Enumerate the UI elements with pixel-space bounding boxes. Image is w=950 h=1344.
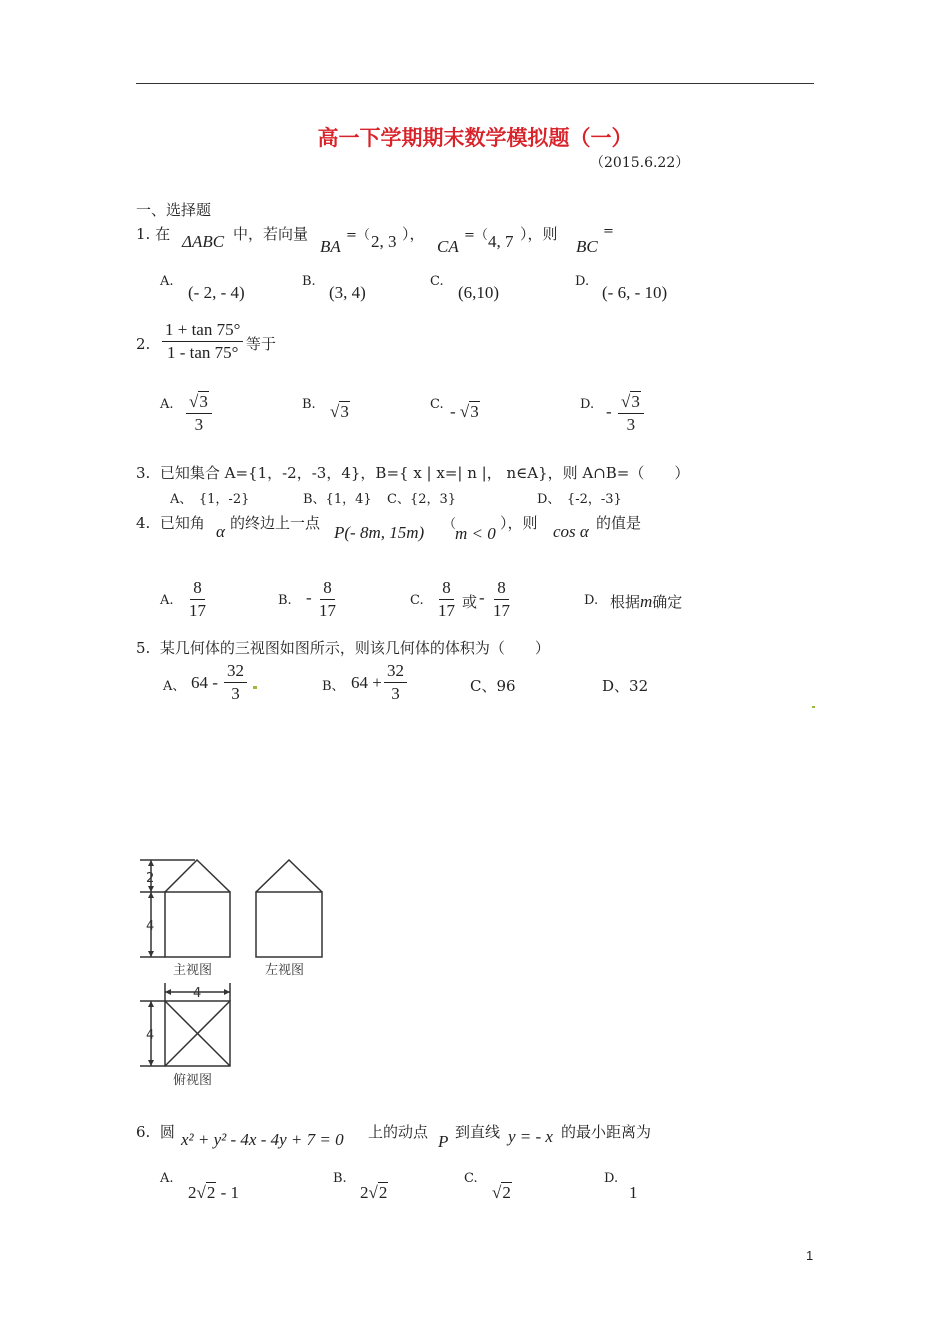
dim-label-4-front: 4 [146, 919, 155, 934]
side-view-roof [256, 860, 322, 892]
q1-eq2: =（ [464, 228, 488, 243]
q5-option-a-expr: 64 - [191, 673, 218, 692]
q6-option-a-label: A. [160, 1171, 174, 1186]
top-view-label: 俯视图 [173, 1073, 213, 1088]
q2-tail: 等于 [246, 335, 277, 353]
q6-option-b-label: B. [333, 1171, 347, 1186]
q1-close1: ）， [402, 225, 425, 243]
q6-option-c: √2 [492, 1183, 511, 1202]
q2-option-b-label: B. [302, 397, 316, 412]
q6-option-d-label: D. [604, 1171, 619, 1186]
question-6-stem: 6. 圆 [136, 1123, 175, 1141]
q1-close2: ），则 [520, 225, 558, 243]
q1-eq3: = [603, 224, 614, 239]
dim-label-2: 2 [146, 871, 155, 886]
front-view-roof [165, 860, 230, 892]
q1-vector-ca: CA [437, 237, 459, 256]
q1-val1: 2, 3 [371, 232, 397, 251]
q6-option-c-label: C. [464, 1171, 478, 1186]
q2-option-b: √3 [330, 402, 349, 421]
q4-tail: 的值是 [596, 514, 642, 532]
q4-option-c-first: $\frac{8}{17}$ [438, 578, 455, 620]
q4-mid: 的终边上一点 [230, 514, 321, 532]
q2-fraction: $\frac{1 + \tan 75^\circ}{1 - \tan 75^\circ}$ [162, 319, 243, 364]
question-5-stem: 5. 某几何体的三视图如图所示，则该几何体的体积为（ ） [136, 639, 550, 657]
q5-option-b-frac: $\frac{32}{3}$ [384, 660, 407, 705]
q1-triangle: ΔABC [182, 232, 225, 251]
front-view-body [165, 892, 230, 957]
stray-mark-2 [812, 706, 815, 708]
q2-option-c: - √3 [450, 402, 479, 421]
three-view-figure [135, 855, 335, 1094]
side-view-body [256, 892, 322, 957]
q6-option-b: 2√2 [360, 1183, 388, 1202]
page-title: 高一下学期期末数学模拟题（一） [317, 125, 633, 150]
q3-option-a: A、 {1，-2} [170, 492, 250, 507]
q1-option-a-label: A. [160, 274, 174, 289]
q1-eq1: =（ [346, 228, 370, 243]
q1-option-d: (- 6, - 10) [602, 283, 668, 302]
section-heading: 一、选择题 [136, 201, 212, 219]
q4-option-c-or: 或 [462, 593, 478, 611]
q4-option-b-minus: - [306, 588, 312, 607]
q6-option-a: 2√2 - 1 [188, 1183, 240, 1202]
question-3-stem: 3. 已知集合 A={1，-2，-3，4}，B={ x | x=| n |， n∈A}，则 A∩B=（ ） [136, 464, 690, 482]
q4-point: P(- 8m, 15m) [334, 523, 425, 542]
q4-paren-right: ），则 [500, 514, 538, 532]
q5-option-a: A、 [163, 679, 186, 694]
three-view-diagram [135, 855, 335, 1090]
q6-option-d: 1 [629, 1183, 638, 1202]
q1-vector-bc: BC [576, 237, 598, 256]
q4-cos: cos α [553, 522, 589, 541]
q6-tail: 的最小距离为 [561, 1123, 652, 1141]
q4-option-c-minus: - [479, 588, 485, 607]
q3-option-c: C、{2，3} [387, 492, 457, 507]
q1-option-c: (6,10) [458, 283, 500, 302]
q5-option-a-frac: $\frac{32}{3}$ [224, 660, 247, 705]
q2-option-a: $\frac{√3}{3}$ [186, 391, 212, 436]
q2-option-c-label: C. [430, 397, 444, 412]
q6-mid2: 到直线 [455, 1123, 501, 1141]
q2-option-d-label: D. [580, 397, 595, 412]
q4-option-a: $\frac{8}{17}$ [189, 578, 206, 620]
q4-option-b: $\frac{8}{17}$ [319, 578, 336, 620]
q2-option-a-label: A. [160, 397, 174, 412]
q2-option-d: $\frac{√3}{3}$ [618, 391, 644, 436]
q1-option-b: (3, 4) [329, 283, 366, 302]
question-2-number: 2. [136, 335, 151, 353]
q4-alpha: α [216, 522, 225, 541]
q1-option-a: (- 2, - 4) [188, 283, 245, 302]
q5-option-d: D、32 [602, 677, 649, 695]
question-4-stem: 4. 已知角 [136, 514, 205, 532]
q4-option-b-label: B. [278, 593, 292, 608]
q4-option-a-label: A. [160, 593, 174, 608]
stray-mark [253, 686, 257, 689]
dim-label-4-top-width: 4 [193, 986, 202, 1001]
q4-option-d-label: D. [584, 593, 599, 608]
side-view-label: 左视图 [265, 963, 305, 978]
q1-option-c-label: C. [430, 274, 444, 289]
q1-vector-ba: BA [320, 237, 341, 256]
q5-option-b: B、 [322, 679, 345, 694]
q5-option-c: C、96 [470, 677, 516, 695]
page-number: 1 [806, 1248, 814, 1263]
q1-text: 中，若向量 [233, 225, 309, 243]
dim-label-4-top-height: 4 [146, 1028, 155, 1043]
header-rule [136, 83, 814, 84]
q5-option-b-expr: 64 + [351, 673, 382, 692]
q6-mid1: 上的动点 [368, 1123, 429, 1141]
q4-paren-left: （ [443, 517, 457, 532]
question-1-stem: 1. 在 [136, 225, 171, 243]
q3-option-d: D、 {-2，-3} [537, 492, 622, 507]
q3-option-b: B、{1，4} [303, 492, 372, 507]
q6-point-p: P [438, 1132, 449, 1151]
q4-option-c-label: C. [410, 593, 424, 608]
q1-option-d-label: D. [575, 274, 590, 289]
q6-circle-equation: x² + y² - 4x - 4y + 7 = 0 [181, 1130, 344, 1149]
exam-date: （2015.6.22） [590, 155, 690, 171]
q1-option-b-label: B. [302, 274, 316, 289]
q4-condition: m < 0 [455, 524, 496, 543]
q2-option-d-minus: - [606, 402, 612, 421]
q6-line: y = - x [508, 1127, 553, 1146]
q1-val2: 4, 7 [488, 232, 514, 251]
q4-option-d: 根据m确定 [610, 592, 683, 611]
q4-option-c-second: $\frac{8}{17}$ [493, 578, 510, 620]
front-view-label: 主视图 [173, 963, 213, 978]
